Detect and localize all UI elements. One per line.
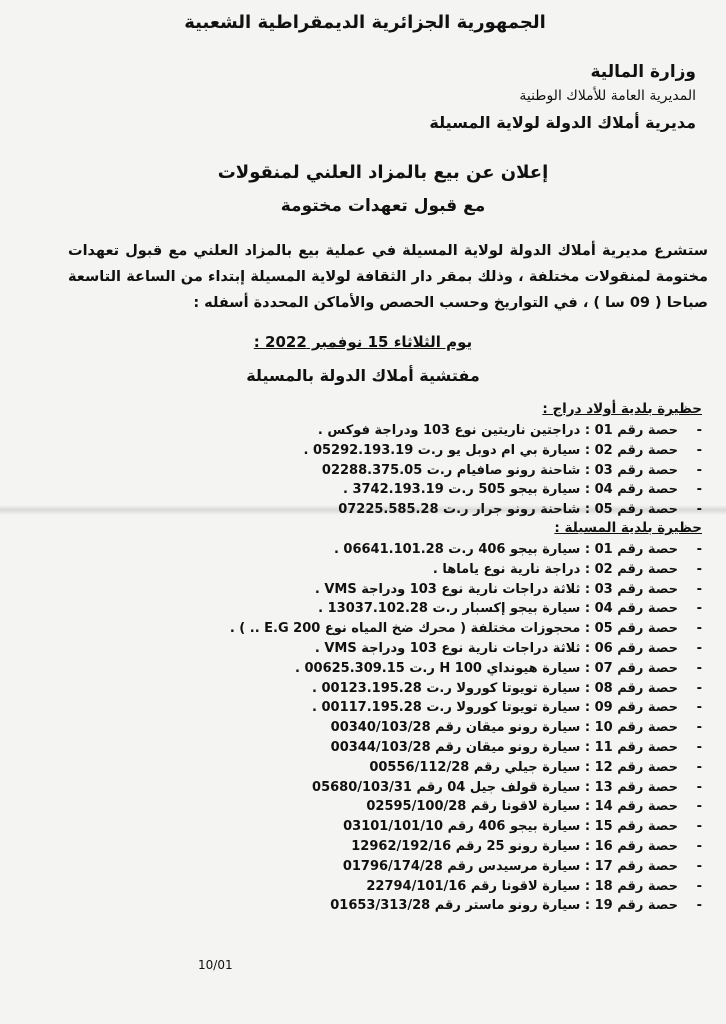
lot-item — [331, 738, 702, 758]
lot-item — [312, 778, 702, 798]
section-title: حظيرة بلدية أولاد دراج : — [542, 401, 702, 417]
bullet-dash: - — [696, 819, 702, 835]
lot-text: حصة رقم 04 : سيارة بيجو إكسبار ر.ت 13037.102.28 . — [318, 601, 678, 617]
bullet-dash: - — [696, 561, 702, 577]
lot-item — [433, 560, 702, 580]
lot-text: حصة رقم 17 : سيارة مرسيدس رقم 01796/174/28 — [342, 858, 678, 874]
lot-text: حصة رقم 10 : سيارة رونو ميقان رقم 00340/103/28 — [330, 720, 678, 736]
bullet-dash: - — [696, 442, 702, 458]
lot-item — [369, 758, 702, 778]
directorate-general: المديرية العامة للأملاك الوطنية — [519, 88, 696, 104]
announcement-title: إعلان عن بيع بالمزاد العلني لمنقولات — [217, 162, 549, 183]
page-number: 10/01 — [198, 958, 233, 972]
lot-text: حصة رقم 01 : سيارة بيجو 406 ر.ت 06641.101.28 . — [333, 542, 678, 557]
bullet-dash: - — [696, 858, 702, 874]
lot-item — [343, 857, 702, 877]
section-title: حظيرة بلدية المسيلة : — [554, 520, 702, 536]
lot-item — [312, 698, 702, 718]
lot-item — [230, 619, 702, 639]
lot-item — [343, 480, 702, 500]
lot-text: حصة رقم 04 : سيارة بيجو 505 ر.ت 3742.193.19 . — [343, 482, 678, 498]
lot-text: حصة رقم 09 : سيارة تويوتا كورولا ر.ت 00117.195.28 . — [312, 700, 678, 716]
bullet-dash: - — [696, 839, 702, 854]
lot-text: حصة رقم 06 : ثلاثة دراجات نارية نوع 103 ودراجة VMS . — [314, 641, 678, 656]
lot-text: حصة رقم 13 : سيارة قولف جيل 04 رقم 05680/103/31 — [312, 779, 678, 795]
lot-text: حصة رقم 18 : سيارة لاقونا رقم 22794/101/16 — [366, 878, 678, 894]
bullet-dash: - — [696, 720, 702, 736]
bullet-dash: - — [696, 423, 702, 438]
bullet-dash: - — [696, 581, 702, 597]
lot-item — [303, 441, 702, 461]
bullet-dash: - — [696, 482, 702, 498]
lot-item — [366, 877, 702, 897]
lot-item — [366, 797, 702, 817]
republic-heading: الجمهورية الجزائرية الديمقراطية الشعبية — [184, 12, 546, 33]
lot-item — [351, 837, 702, 857]
bullet-dash: - — [696, 542, 702, 557]
lot-item — [312, 679, 702, 699]
bullet-dash: - — [696, 601, 702, 617]
lot-text: حصة رقم 02 : دراجة نارية نوع ياماها . — [432, 561, 678, 577]
lot-text: حصة رقم 03 : ثلاثة دراجات نارية نوع 103 ودراجة VMS . — [314, 581, 678, 597]
lot-item — [334, 540, 702, 560]
lot-text: حصة رقم 01 : دراجتين ناريتين نوع 103 ودراجة فوكس . — [317, 423, 678, 438]
lot-item — [331, 718, 702, 738]
bullet-dash: - — [696, 799, 702, 815]
lot-item — [295, 659, 702, 679]
directorate-name: مديرية أملاك الدولة لولاية المسيلة — [429, 113, 696, 132]
bullet-dash: - — [696, 779, 702, 795]
bullet-dash: - — [696, 878, 702, 894]
bullet-dash: - — [696, 759, 702, 775]
intro-paragraph: ستشرع مديرية أملاك الدولة لولاية المسيلة في عملية بيع بالمزاد العلني مع قبول تعهدات مختومة لمنقولات مختلفة ، وذلك بمقر دار الثقافة لولاية المسيلة إبتداء من الساعة التاسعة صباحا ( 09 سا ) ، في التواريخ وحسب الحصص والأماكن المحددة أسفله : — [68, 243, 708, 311]
lot-item — [343, 817, 702, 837]
bullet-dash: - — [696, 641, 702, 656]
bullet-dash: - — [696, 621, 702, 637]
lot-text: حصة رقم 03 : شاحنة رونو صافيام ر.ت 02288.375.05 — [321, 462, 678, 478]
ministry-name: وزارة المالية — [590, 62, 696, 82]
lot-item — [338, 500, 702, 520]
lot-item — [322, 461, 702, 481]
lot-text: حصة رقم 02 : سيارة بي ام دوبل يو ر.ت 05292.193.19 . — [303, 442, 678, 458]
lot-text: حصة رقم 19 : سيارة رونو ماستر رقم 01653/313/28 — [330, 898, 678, 914]
lot-text: حصة رقم 08 : سيارة تويوتا كورولا ر.ت 00123.195.28 . — [312, 680, 678, 696]
lot-text: حصة رقم 14 : سيارة لاقونا رقم 02595/100/28 — [366, 799, 678, 815]
bullet-dash: - — [696, 700, 702, 716]
bullet-dash: - — [696, 740, 702, 755]
lot-item — [315, 580, 702, 600]
lot-text: حصة رقم 16 : سيارة رونو 25 رقم 12962/192/16 — [351, 839, 678, 854]
lot-text: حصة رقم 05 : شاحنة رونو جرار ر.ت 07225.585.28 — [338, 502, 678, 518]
bullet-dash: - — [696, 898, 702, 914]
announcement-subtitle: مع قبول تعهدات مختومة — [280, 196, 486, 216]
lot-text: حصة رقم 07 : سيارة هيونداي H 100 ر.ت 00625.309.15 . — [295, 660, 678, 676]
bullet-dash: - — [696, 462, 702, 478]
lot-text: حصة رقم 12 : سيارة جيلي رقم 00556/112/28 — [369, 759, 678, 775]
lot-text: حصة رقم 11 : سيارة رونو ميقان رقم 00344/103/28 — [330, 740, 678, 755]
bullet-dash: - — [696, 660, 702, 676]
inspection-heading: مفتشية أملاك الدولة بالمسيلة — [246, 366, 480, 385]
lot-item — [318, 421, 702, 441]
lot-item — [315, 639, 702, 659]
bullet-dash: - — [696, 680, 702, 696]
lot-item — [318, 599, 702, 619]
auction-date: يوم الثلاثاء 15 نوفمبر 2022 : — [253, 333, 473, 351]
lot-text: حصة رقم 05 : محجوزات مختلفة ( محرك ضخ المياه نوع E.G 200 .. ) . — [229, 621, 678, 637]
bullet-dash: - — [696, 502, 702, 518]
lot-text: حصة رقم 15 : سيارة بيجو 406 رقم 03101/101/10 — [343, 819, 678, 835]
lot-item — [330, 896, 702, 916]
